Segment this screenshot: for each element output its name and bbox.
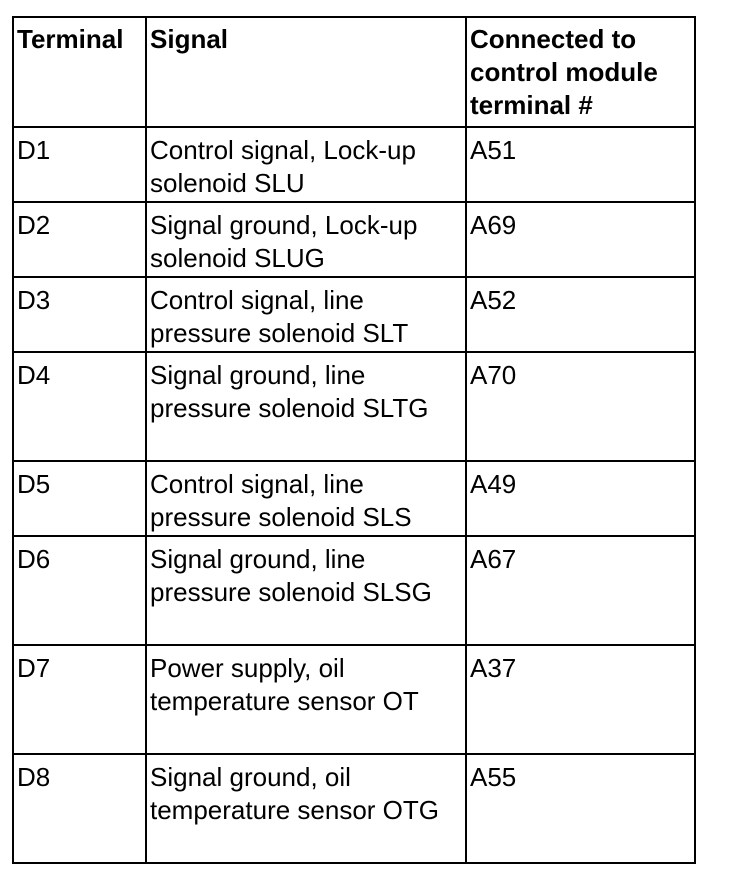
terminal-cell: D5 [13,461,146,536]
table-row [13,754,695,863]
connected-cell: A37 [466,645,695,754]
signal-cell: Signal ground, oil temperature sensor OTG [146,754,466,863]
table-row [13,536,695,645]
table-row [13,645,695,754]
terminal-cell: D7 [13,645,146,754]
signal-cell: Power supply, oil temperature sensor OT [146,645,466,754]
connected-cell: A52 [466,277,695,352]
signal-cell: Control signal, line pressure solenoid SLT [146,277,466,352]
connected-cell: A67 [466,536,695,645]
terminal-cell: D4 [13,352,146,461]
connected-cell: A69 [466,202,695,277]
header-connected: Connected to control module terminal # [466,17,695,127]
connected-cell: A51 [466,127,695,202]
connected-cell: A55 [466,754,695,863]
table-row [13,127,695,202]
connected-cell: A70 [466,352,695,461]
terminal-cell: D3 [13,277,146,352]
signal-cell: Control signal, Lock-up solenoid SLU [146,127,466,202]
signal-cell: Signal ground, line pressure solenoid SLTG [146,352,466,461]
terminal-cell: D2 [13,202,146,277]
header-terminal: Terminal [13,17,146,127]
signal-cell: Signal ground, Lock-up solenoid SLUG [146,202,466,277]
header-signal: Signal [146,17,466,127]
terminal-cell: D6 [13,536,146,645]
table-row [13,461,695,536]
table-row [13,277,695,352]
terminal-cell: D1 [13,127,146,202]
connected-cell: A49 [466,461,695,536]
terminal-table [12,16,696,864]
signal-cell: Control signal, line pressure solenoid SLS [146,461,466,536]
signal-cell: Signal ground, line pressure solenoid SLSG [146,536,466,645]
table-header-row [13,17,695,127]
table-row [13,202,695,277]
table-row [13,352,695,461]
terminal-cell: D8 [13,754,146,863]
